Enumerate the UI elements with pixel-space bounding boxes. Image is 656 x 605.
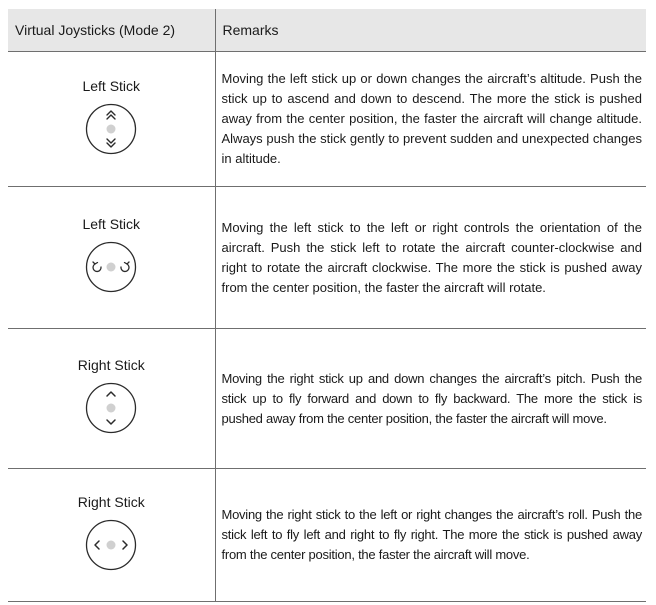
stick-label: Right Stick (77, 357, 145, 373)
joystick-table (8, 9, 646, 602)
stick-label: Right Stick (77, 493, 145, 510)
table-header-row (8, 9, 646, 52)
left-right-chevrons-icon (84, 518, 138, 572)
table-row (8, 52, 646, 187)
up-down-arrows-icon (84, 102, 138, 156)
table-row (8, 187, 646, 329)
table-row (8, 329, 646, 469)
stick-cell (8, 187, 215, 329)
up-down-chevrons-icon (84, 381, 138, 435)
header-virtual-joysticks: Virtual Joysticks (Mode 2) (8, 9, 215, 52)
header-remarks: Remarks (215, 9, 646, 52)
table-row (8, 469, 646, 602)
stick-cell (8, 329, 215, 469)
remark-text: Moving the left stick to the left or right controls the orientation of the aircraft. Push the stick left to rotate the aircraft counter-clockwise and right to rotate the aircraft clockwise. The more the stick is pushed away from the center position, the faster the aircraft will rotate. (215, 187, 646, 329)
stick-cell (8, 52, 215, 187)
stick-cell (8, 469, 215, 602)
remark-text: Moving the left stick up or down changes the aircraft’s altitude. Push the stick up to ascend and down to descend. The more the stick is pushed away from the center position, the faster the aircraft will change altitude. Always push the stick gently to prevent sudden and unexpected changes in altitude. (215, 52, 646, 187)
remark-text: Moving the right stick up and down changes the aircraft’s pitch. Push the stick up to fly forward and down to fly backward. The more the stick is pushed away from the center position, the faster the aircraft will move. (215, 329, 646, 469)
stick-label: Left Stick (82, 77, 141, 94)
remark-text: Moving the right stick to the left or right changes the aircraft’s roll. Push the stick left to fly left and right to fly right. The more the stick is pushed away from the center position, the faster the aircraft will move. (215, 469, 646, 602)
stick-label: Left Stick (82, 216, 141, 232)
rotate-arrows-icon (84, 240, 138, 294)
